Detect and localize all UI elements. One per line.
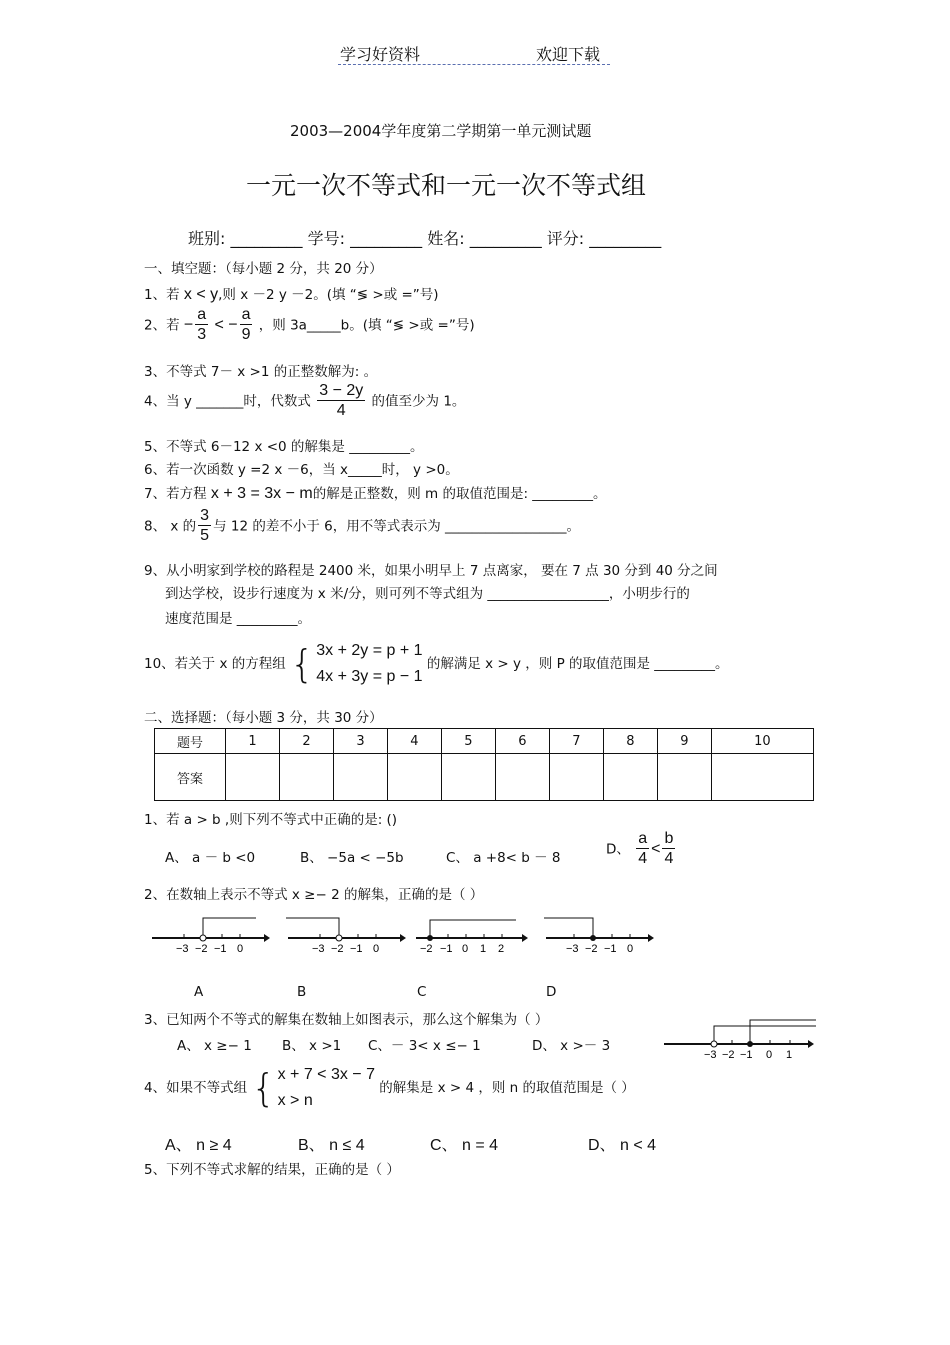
q1-num: 1、若 bbox=[144, 287, 180, 303]
tick-label: −3 bbox=[176, 943, 189, 955]
answer-cell[interactable] bbox=[495, 754, 549, 801]
q8-pre: 8、 x 的 bbox=[144, 518, 197, 535]
c4-pre: 4、如果不等式组 bbox=[144, 1080, 248, 1096]
c5-question: 5、下列不等式求解的结果，正确的是（ ） bbox=[144, 1162, 400, 1178]
tick-label: −3 bbox=[566, 943, 579, 955]
c4-post: 的解集是 x > 4 ，则 n 的取值范围是（ ） bbox=[379, 1080, 635, 1096]
q7-post: 的解是正整数，则 m 的取值范围是: _________。 bbox=[312, 486, 607, 502]
tick-label: −2 bbox=[722, 1049, 735, 1061]
open-dot bbox=[711, 1041, 717, 1047]
q2-frac1 bbox=[195, 306, 208, 345]
tick-label: −1 bbox=[214, 943, 227, 955]
c1-option-b[interactable]: B、 −5a < −5b bbox=[300, 850, 404, 866]
answer-cell[interactable] bbox=[441, 754, 495, 801]
q10-system bbox=[316, 638, 422, 690]
tick-label: 0 bbox=[462, 943, 469, 955]
number-line-a[interactable] bbox=[152, 918, 270, 955]
tick-label: −1 bbox=[740, 1049, 753, 1061]
open-dot-a bbox=[200, 935, 206, 941]
q8-frac-den: 5 bbox=[200, 527, 210, 544]
tick-label: 0 bbox=[237, 943, 244, 955]
q1-expr: x < y bbox=[183, 286, 219, 303]
tick-label: −3 bbox=[312, 943, 325, 955]
table-col: 3 bbox=[333, 729, 387, 754]
q8-frac-num: 3 bbox=[200, 507, 210, 524]
c1-question: 1、若 a > b ,则下列不等式中正确的是: () bbox=[144, 812, 398, 828]
c4-option-d[interactable]: D、 n < 4 bbox=[588, 1137, 657, 1154]
name-label: 姓名: bbox=[427, 229, 465, 248]
tick-label: 0 bbox=[766, 1049, 773, 1061]
answer-cell[interactable] bbox=[603, 754, 657, 801]
q3: 3、不等式 7－ x >1 的正整数解为: 。 bbox=[144, 364, 378, 380]
tick-label: 0 bbox=[627, 943, 634, 955]
exam-title: 2003—2004学年度第二学期第一单元测试题 bbox=[290, 122, 592, 140]
answer-cell[interactable] bbox=[387, 754, 441, 801]
q4-post: 的值至少为 1。 bbox=[371, 393, 466, 410]
class-blank[interactable]: _________ bbox=[230, 229, 303, 248]
range-bracket-a bbox=[203, 918, 256, 938]
c3-option-a[interactable]: A、 x ≥− 1 bbox=[177, 1038, 252, 1054]
table-col: 2 bbox=[279, 729, 333, 754]
score-label: 评分: bbox=[546, 229, 585, 248]
num-blank[interactable]: _________ bbox=[350, 229, 423, 248]
c4-option-c[interactable]: C、 n = 4 bbox=[430, 1137, 499, 1154]
c2-number-lines bbox=[146, 908, 666, 958]
table-col: 7 bbox=[549, 729, 603, 754]
q4-frac-den: 4 bbox=[336, 402, 346, 419]
answer-cell[interactable] bbox=[711, 754, 813, 801]
c2-option-d[interactable]: D bbox=[546, 984, 557, 1000]
q7-pre: 7、若方程 bbox=[144, 486, 207, 502]
tick-label: 0 bbox=[373, 943, 380, 955]
q4-frac bbox=[317, 382, 365, 421]
tick-label: −2 bbox=[331, 943, 344, 955]
name-blank[interactable]: _________ bbox=[469, 229, 542, 248]
page-title: 一元一次不等式和一元一次不等式组 bbox=[246, 171, 647, 200]
q8-frac bbox=[198, 507, 211, 546]
c1-d-frac1-num: a bbox=[638, 830, 648, 847]
q9-line1: 9、从小明家到学校的路程是 2400 米，如果小明早上 7 点离家， 要在 7 点 30 分到 40 分之间 bbox=[144, 563, 718, 579]
c4-option-b[interactable]: B、 n ≤ 4 bbox=[298, 1137, 365, 1154]
c2-option-b[interactable]: B bbox=[297, 984, 307, 1000]
open-dot-b bbox=[336, 935, 342, 941]
q2-frac2-num: a bbox=[241, 306, 251, 323]
tick-label: −1 bbox=[604, 943, 617, 955]
q2-frac2-den: 9 bbox=[241, 326, 251, 343]
q5: 5、不等式 6－12 x <0 的解集是 _________。 bbox=[144, 439, 424, 455]
range-bracket-1 bbox=[714, 1026, 816, 1044]
c1-option-d[interactable] bbox=[606, 830, 677, 869]
c1-option-a[interactable]: A、 a － b <0 bbox=[165, 850, 256, 866]
student-fields bbox=[188, 226, 661, 249]
arrow-c bbox=[522, 934, 528, 942]
q4-pre: 4、当 y _______时，代数式 bbox=[144, 393, 311, 410]
answer-cell[interactable] bbox=[279, 754, 333, 801]
q8-post: 与 12 的差不小于 6，用不等式表示为 __________________。 bbox=[213, 518, 581, 535]
c4-system bbox=[278, 1062, 375, 1114]
range-bracket-c bbox=[430, 920, 516, 938]
arrow bbox=[808, 1040, 814, 1048]
q10-brace: { bbox=[290, 642, 315, 686]
closed-dot-c bbox=[427, 935, 433, 941]
table-col: 4 bbox=[387, 729, 441, 754]
tick-label: −2 bbox=[195, 943, 208, 955]
closed-dot-d bbox=[590, 935, 596, 941]
q10-eq1: 3x + 2y = p + 1 bbox=[316, 642, 423, 659]
q1-text: ,则 x －2 y －2。(填 “≶ >或 =”号) bbox=[218, 287, 439, 303]
arrow-d bbox=[648, 934, 654, 942]
c3-option-d[interactable]: D、 x >－ 3 bbox=[532, 1038, 611, 1054]
number-line-c[interactable] bbox=[416, 920, 528, 955]
tick-label: −2 bbox=[585, 943, 598, 955]
c3-number-line bbox=[660, 1016, 816, 1062]
table-row bbox=[155, 729, 814, 754]
arrow-b bbox=[400, 934, 406, 942]
c2-option-a[interactable]: A bbox=[194, 984, 204, 1000]
class-label: 班别: bbox=[188, 229, 226, 248]
q9-line2: 到达学校，设步行速度为 x 米/分，则可列不等式组为 __________________，小明步行的 bbox=[165, 586, 690, 602]
q6: 6、若一次函数 y =2 x －6，当 x_____时， y >0。 bbox=[144, 462, 459, 478]
header-right: 欢迎下载 bbox=[536, 45, 601, 64]
q7-eq: x + 3 = 3x − m bbox=[210, 485, 313, 502]
tick-label: −3 bbox=[704, 1049, 717, 1061]
section1-heading: 一、填空题：（每小题 2 分，共 20 分） bbox=[144, 261, 383, 277]
answer-cell[interactable] bbox=[657, 754, 711, 801]
c1-option-c[interactable]: C、 a +8< b － 8 bbox=[446, 850, 561, 866]
table-col: 5 bbox=[441, 729, 495, 754]
c4-eq1: x + 7 < 3x − 7 bbox=[277, 1066, 375, 1083]
table-col: 8 bbox=[603, 729, 657, 754]
c1-d-frac2-den: 4 bbox=[664, 850, 674, 867]
c4-option-a[interactable]: A、 n ≥ 4 bbox=[165, 1137, 232, 1154]
q10-post: 的解满足 x > y ，则 P 的取值范围是 _________。 bbox=[426, 656, 729, 672]
tick-label: 1 bbox=[480, 943, 487, 955]
range-bracket-2 bbox=[750, 1020, 816, 1044]
q2-mid: < − bbox=[214, 316, 238, 334]
c4-brace: { bbox=[251, 1066, 276, 1110]
table-col: 9 bbox=[657, 729, 711, 754]
table-col: 1 bbox=[226, 729, 280, 754]
c2-option-c[interactable]: C bbox=[417, 984, 427, 1000]
tick-label: 2 bbox=[498, 943, 505, 955]
tick-label: −1 bbox=[440, 943, 453, 955]
header-divider bbox=[338, 64, 610, 65]
table-header-label: 题号 bbox=[155, 729, 226, 754]
table-col: 6 bbox=[495, 729, 549, 754]
answer-cell[interactable] bbox=[549, 754, 603, 801]
q10-pre: 10、若关于 x 的方程组 bbox=[144, 656, 286, 672]
c3-question: 3、已知两个不等式的解集在数轴上如图表示，那么这个解集为（ ） bbox=[144, 1012, 549, 1028]
q2-frac1-den: 3 bbox=[197, 326, 207, 343]
table-answer-label: 答案 bbox=[155, 754, 226, 801]
q10-eq2: 4x + 3y = p − 1 bbox=[316, 668, 423, 685]
c1-d-lt: < bbox=[651, 840, 661, 858]
c4-question bbox=[144, 1062, 635, 1114]
c1-d-frac2 bbox=[662, 830, 675, 869]
c1-d-frac2-num: b bbox=[664, 830, 674, 847]
q10 bbox=[144, 638, 729, 690]
number-line-d[interactable] bbox=[544, 918, 654, 955]
table-row bbox=[155, 754, 814, 801]
c4-eq2: x > n bbox=[277, 1092, 313, 1109]
c2-question: 2、在数轴上表示不等式 x ≥− 2 的解集，正确的是（ ） bbox=[144, 887, 484, 903]
c3-option-c[interactable]: C、－ 3< x ≤− 1 bbox=[368, 1038, 481, 1054]
q2-frac1-num: a bbox=[197, 306, 207, 323]
answer-table bbox=[154, 728, 814, 801]
range-bracket-b bbox=[286, 918, 339, 938]
tick-label: −2 bbox=[420, 943, 433, 955]
q2-text: ，则 3a_____b。(填 “≶ >或 =”号) bbox=[258, 317, 475, 334]
score-blank[interactable]: _________ bbox=[589, 229, 662, 248]
q2-num: 2、若 bbox=[144, 317, 180, 334]
answer-cell[interactable] bbox=[333, 754, 387, 801]
q2 bbox=[144, 306, 475, 345]
tick-label: 1 bbox=[786, 1049, 793, 1061]
q7 bbox=[144, 482, 607, 503]
q2-frac2 bbox=[240, 306, 253, 345]
q8 bbox=[144, 507, 580, 546]
q4-frac-num: 3 − 2y bbox=[319, 382, 364, 399]
header-left: 学习好资料 bbox=[340, 45, 421, 64]
c1-d-frac1 bbox=[636, 830, 649, 869]
q2-minus: − bbox=[183, 316, 194, 334]
number-line-b[interactable] bbox=[286, 918, 406, 955]
tick-label: −1 bbox=[350, 943, 363, 955]
answer-cell[interactable] bbox=[226, 754, 280, 801]
num-label: 学号: bbox=[307, 229, 345, 248]
range-bracket-d bbox=[544, 918, 593, 938]
section2-heading: 二、选择题：（每小题 3 分，共 30 分） bbox=[144, 710, 383, 726]
c1-option-d-label: D、 bbox=[606, 841, 630, 858]
arrow-a bbox=[264, 934, 270, 942]
c3-option-b[interactable]: B、 x >1 bbox=[282, 1038, 342, 1054]
table-col: 10 bbox=[711, 729, 813, 754]
q4 bbox=[144, 382, 465, 421]
q9-line3: 速度范围是 _________。 bbox=[165, 611, 312, 627]
closed-dot bbox=[747, 1041, 753, 1047]
c1-d-frac1-den: 4 bbox=[638, 850, 648, 867]
q1 bbox=[144, 283, 439, 304]
